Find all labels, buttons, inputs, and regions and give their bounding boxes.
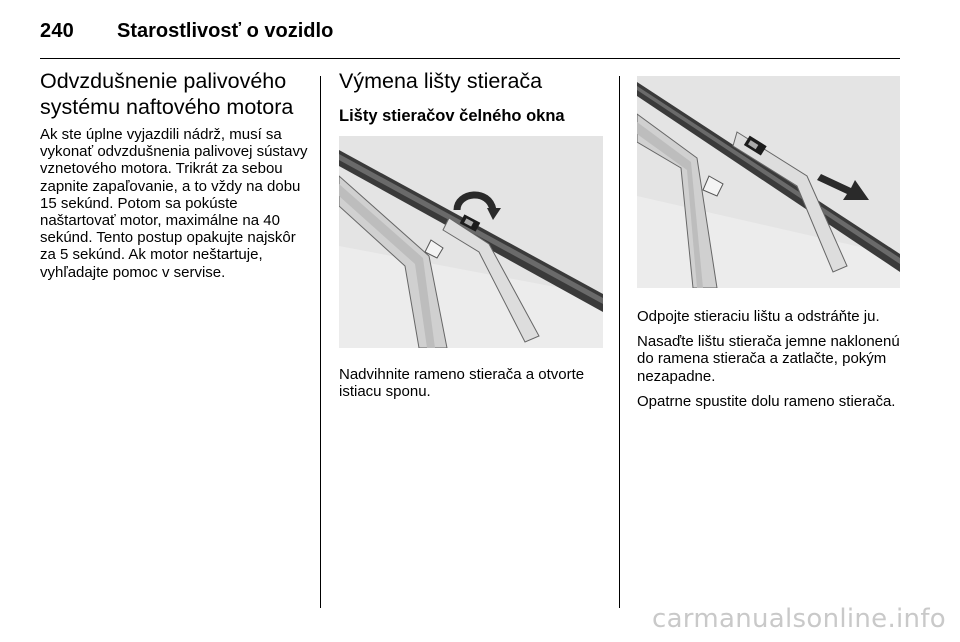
page-header [40, 18, 900, 58]
wiper-blade-illustration [637, 76, 900, 288]
column-blade-removal [637, 76, 900, 410]
fuel-bleeding-text: Ak ste úplne vyjazdili nádrž, musí sa vykonať odvzdušnenia palivovej sústavy vznetového motora. Trikrát za sebou zapnite zapaľovanie, a to vždy na dobu 15 sekúnd. Potom sa pokúste naštartovať motor, maximálne na 40 sekúnd. Tento postup opakujte najskôr za 5 sekúnd. Ak motor neštartuje, vyhľadajte pomoc v servise. [40, 126, 308, 281]
caption-lift-wiper-arm: Nadvihnite rameno stierača a otvorte istiacu sponu. [339, 366, 585, 401]
page-number: 240 [40, 20, 74, 42]
column-wiper-replacement [339, 68, 604, 400]
figure-remove-wiper-blade [637, 76, 900, 288]
step-attach-blade: Nasaďte lištu stierača jemne naklonenú do ramena stierača a zatlačte, pokým nezapadne. [637, 333, 900, 385]
header-rule [40, 58, 900, 59]
heading-line-1: Odvzdušnenie palivového [40, 69, 287, 93]
section-heading-fuel-bleeding [40, 68, 312, 120]
heading-line-2: systému naftového motora [40, 95, 294, 119]
header-title: Starostlivosť o vozidlo [117, 20, 334, 42]
column-divider-1 [320, 76, 321, 608]
watermark: carmanualsonline.info [651, 604, 946, 634]
subheading-windscreen-wipers: Lišty stieračov čelného okna [339, 107, 565, 125]
wiper-arm-illustration [339, 136, 603, 348]
column-divider-2 [619, 76, 620, 608]
step-detach-blade: Odpojte stieraciu lištu a odstráňte ju. [637, 308, 880, 325]
figure-lift-wiper-arm [339, 136, 603, 348]
step-lower-arm: Opatrne spustite dolu rameno stierača. [637, 392, 896, 410]
section-heading-wiper-replacement: Výmena lišty stierača [339, 69, 543, 93]
column-fuel-bleeding [40, 68, 312, 281]
